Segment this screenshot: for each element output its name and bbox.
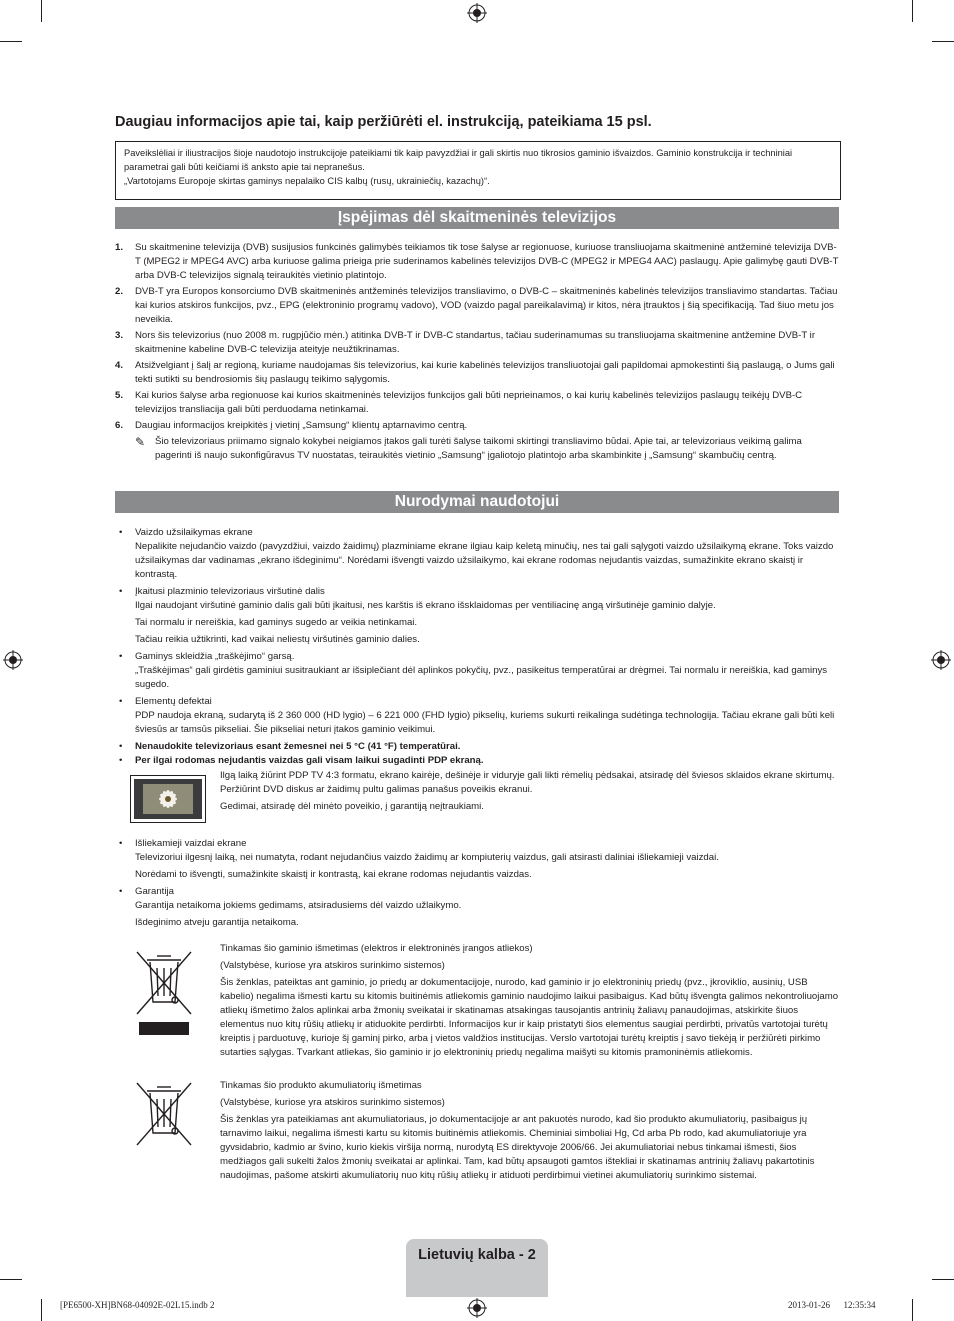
- bullet-text: PDP naudoja ekraną, sudarytą iš 2 360 000 (HD lygio) – 6 221 000 (FHD lygio) pikselių, kuriems sukurti reikalinga sudėtinga technologija. Tačiau ekrane gali būti keli šviesūs ar tamsūs pikseliai. Šie pikseliai neturi įtakos gaminio veikimui.: [135, 710, 835, 735]
- crop-mark: [932, 41, 954, 42]
- item-text: Kai kurios šalyse arba regionuose kai kurios skaitmeninės televizijos funkcijos gali būti neprieinamos, o kai kurių kabelinės televizijos paslaugų teikėjų DVB-C televizijos transliacija gali būti perduodama netinkamai.: [135, 390, 803, 415]
- bullet-title: Vaizdo užsilaikymas ekrane: [135, 527, 253, 538]
- registration-mark-icon: [3, 650, 23, 670]
- item-text: Daugiau informacijos kreipkitės į vietinį „Samsung“ klientų aptarnavimo centrą.: [135, 420, 468, 431]
- battery-text: Šis ženklas yra pateikiamas ant akumuliatoriaus, jo dokumentacijoje ar ant pakuotės nurodo, kad šio produkto akumuliatorių, pasibaigus jų tarnavimo laikui, negalima išmesti kartu su kitomis buitinėmis atliekomis. Cheminiai simboliai Hg, Cd arba Pb rodo, kad akumuliatoriuje yra gyvsidabrio, kadmio ar švino, kurio kiekis viršija normą, nurodytą ES direktyvoje 2006/66. Jei akumuliatoriai nebus tinkamai išmesti, šios medžiagos gali sukelti žalos žmonių sveikatai ar aplinkai. Tam, kad būtų apsaugoti gamtos ištekliai ir skatinamas antrinių žaliavų pakartotinis naudojimas, pašome atskirti akumuliatorių nuo kitų rūšių atliekų ir atiduoti perdirbimui vietinei akumuliatorių surinkimo sistemai.: [220, 1114, 815, 1181]
- bullet-title: Išliekamieji vaizdai ekrane: [135, 838, 247, 849]
- bullet-title: Įkaitusi plazminio televizoriaus viršutinė dalis: [135, 586, 325, 597]
- list-item: [115, 359, 839, 387]
- bullet-text: Ilgai naudojant viršutinė gaminio dalis gali būti įkaitusi, nes karštis iš ekrano išsklaidomas per ventiliacinę angą viršutinėje gaminio dalyje.: [135, 600, 716, 611]
- section-title-digital-tv: Įspėjimas dėl skaitmeninės televizijos: [115, 207, 839, 229]
- pdp-paragraph: Gedimai, atsiradę dėl minėto poveikio, į garantiją neįtraukiami.: [220, 801, 484, 812]
- notice-line: „Vartotojams Europoje skirtas gaminys nepalaiko CIS kalbų (rusų, ukrainiečių, kazachų)“.: [124, 176, 490, 186]
- user-guide-list: [115, 526, 839, 768]
- crossed-out-bin-icon: [133, 944, 195, 1036]
- registration-mark-icon: [931, 650, 951, 670]
- notice-line: Paveikslėliai ir iliustracijos šioje naudotojo instrukcijoje pateikiami tik kaip pavyzdžiai ir gali skirtis nuo tikrosios gaminio išvaizdos. Gaminio konstrukcija ir techniniai parametrai gali būti keičiami iš anksto apie tai nepranešus.: [124, 148, 793, 172]
- flower-image-icon: [143, 784, 193, 814]
- digital-tv-list: [115, 241, 839, 463]
- item-text: Su skaitmenine televizija (DVB) susijusios funkcinės galimybės teikiamos tik tose šalyse ar regionuose, kuriuose transliuojama skaitmeninė antžeminė televizija DVB-T (MPEG2 ir MPEG4 AVC) arba kuriuose galima prieiga prie suderinamos kabelinės televizijos DVB-C (MPEG2 ir MPEG4 AAC) paslaugų. Apie galimybę gauti DVB-T arba DVB-C televizijos signalą teiraukitės vietinio platintojo.: [135, 242, 839, 281]
- tv-screen-thumbnail: [130, 775, 206, 823]
- file-info: [PE6500-XH]BN68-04092E-02L15.indb 2: [60, 1300, 215, 1310]
- note: [115, 435, 839, 463]
- list-item: • Išliekamieji vaizdai ekrane Televizoriui ilgesnį laiką, nei numatyta, rodant nejudančius vaizdo žaidimų ar kompiuterių vaizdus, gali atsirasti daliniai išliekamieji vaizdai. Norėdami to išvengti, sumažinkite skaistį ir kontrastą, kai ekrane rodomas nejudantis vaizdas.: [115, 837, 839, 882]
- item-number: 2.: [115, 286, 124, 297]
- bullet-title: Elementų defektai: [135, 696, 212, 707]
- page-label: Lietuvių kalba - 2: [418, 1247, 536, 1263]
- crossed-out-bin-icon: [133, 1079, 195, 1149]
- bullet-text: Norėdami to išvengti, sumažinkite skaistį ir kontrastą, kai ekrane rodomas nejudantis vaizdas.: [135, 869, 532, 880]
- user-guide-list-2: [115, 837, 839, 930]
- registration-mark-icon: [467, 1298, 487, 1318]
- bullet-text: Garantija netaikoma jokiems gedimams, atsiradusiems dėl vaizdo užlaikymo.: [135, 900, 462, 911]
- list-item: [115, 241, 839, 283]
- crop-mark: [0, 1279, 22, 1280]
- bullet-text: „Traškėjimas“ gali girdėtis gaminiui susitraukiant ar išsiplečiant dėl aplinkos pokyčių, pvz., pasikeitus temperatūrai ar drėgmei. Tai normalu ir nereiškia, kad gaminys sugedo.: [135, 665, 828, 690]
- list-item: • Gaminys skleidžia „traškėjimo“ garsą. „Traškėjimas“ gali girdėtis gaminiui susitraukiant ar išsiplečiant dėl aplinkos pokyčių, pvz., pasikeitus temperatūrai ar drėgmei. Tai normalu ir nereiškia, kad gaminys sugedo.: [115, 650, 839, 692]
- pdp-text: [220, 769, 839, 814]
- weee-block: [220, 942, 839, 1060]
- crop-mark: [912, 1299, 913, 1321]
- crop-mark: [932, 1279, 954, 1280]
- bullet-text: Tačiau reikia užtikrinti, kad vaikai neliestų viršutinės gaminio dalies.: [135, 634, 420, 645]
- list-item: [115, 329, 839, 357]
- battery-subtitle: (Valstybėse, kuriose yra atskiros surinkimo sistemos): [220, 1097, 445, 1108]
- notice-box: [115, 141, 841, 200]
- crop-mark: [912, 0, 913, 22]
- note-text: Šio televizoriaus priimamo signalo kokybei neigiamos įtakos gali turėti šalyse taikomi skirtingi transliavimo būdai. Apie tai, ar televizoriaus veikimą galima pagerinti iš naujo sukonfigūravus TV nuostatas, teiraukitės vietinio „Samsung“ įgaliotojo platintojo arba skambinkite į „Samsung“ skambučių centrą.: [155, 436, 802, 461]
- list-item: [115, 389, 839, 417]
- bullet-text: Televizoriui ilgesnį laiką, nei numatyta, rodant nejudančius vaizdo žaidimų ar kompiuterių vaizdus, gali atsirasti daliniai išliekamieji vaizdai.: [135, 852, 719, 863]
- item-text: DVB-T yra Europos konsorciumo DVB skaitmeninės antžeminės televizijos transliavimo, o DVB-C – skaitmeninės kabelinės televizijos transliavimo standartas. Tačiau kai kurios atskiros funkcijos, pvz., EPG (elektroninio programų vadovo), VOD (vaizdo pagal pareikalavimą) ir kitos, nėra įtrauktos į šią specifikaciją. Tad šiuo metu jos neveikia.: [135, 286, 838, 325]
- item-number: 5.: [115, 390, 124, 401]
- crop-mark: [41, 1299, 42, 1321]
- item-number: 1.: [115, 242, 124, 253]
- list-item: • Garantija Garantija netaikoma jokiems gedimams, atsiradusiems dėl vaizdo užlaikymo. Išdeginimo atveju garantija netaikoma.: [115, 885, 839, 930]
- list-item: [115, 419, 839, 433]
- item-text: Atsižvelgiant į šalį ar regioną, kuriame naudojamas šis televizorius, kai kurie kabelinės televizijos transliuotojai gali papildomai apmokestinti šią paslaugą, o Jums gali tekti sutikti su bendrosiomis šių paslaugų teikimo sąlygomis.: [135, 360, 835, 385]
- item-number: 6.: [115, 420, 124, 431]
- page-heading: Daugiau informacijos apie tai, kaip peržiūrėti el. instrukciją, pateikiama 15 psl.: [115, 114, 652, 130]
- list-item: • Per ilgai rodomas nejudantis vaizdas gali visam laikui sugadinti PDP ekraną.: [115, 754, 839, 768]
- list-item: • Elementų defektai PDP naudoja ekraną, sudarytą iš 2 360 000 (HD lygio) – 6 221 000 (FHD lygio) pikselių, kuriems sukurti reikalinga sudėtinga technologija. Tačiau ekrane gali būti keli šviesūs ar tamsūs pikseliai. Šie pikseliai neturi įtakos gaminio veikimui.: [115, 695, 839, 737]
- crop-mark: [41, 0, 42, 22]
- weee-subtitle: (Valstybėse, kuriose yra atskiros surinkimo sistemos): [220, 960, 445, 971]
- registration-mark-icon: [467, 3, 487, 23]
- bullet-title: Per ilgai rodomas nejudantis vaizdas gali visam laikui sugadinti PDP ekraną.: [135, 755, 484, 766]
- battery-title: Tinkamas šio produkto akumuliatorių išmetimas: [220, 1080, 422, 1091]
- bullet-text: Išdeginimo atveju garantija netaikoma.: [135, 917, 299, 928]
- bullet-title: Nenaudokite televizoriaus esant žemesnei nei 5 °C (41 °F) temperatūrai.: [135, 741, 461, 752]
- pencil-note-icon: ✎: [135, 435, 146, 449]
- weee-title: Tinkamas šio gaminio išmetimas (elektros ir elektroninės įrangos atliekos): [220, 943, 533, 954]
- bullet-text: Tai normalu ir nereiškia, kad gaminys sugedo ar veikia netinkamai.: [135, 617, 418, 628]
- list-item: [115, 285, 839, 327]
- bullet-title: Garantija: [135, 886, 174, 897]
- section-title-user-guide: Nurodymai naudotojui: [115, 491, 839, 513]
- bullet-title: Gaminys skleidžia „traškėjimo“ garsą.: [135, 651, 295, 662]
- pdp-paragraph: Ilgą laiką žiūrint PDP TV 4:3 formatu, ekrano kairėje, dešinėje ir viduryje gali likti rėmelių pėdsakai, atsiradę dėl šviesos sklaidos ekrane skirtumų. Peržiūrint DVD diskus ar žaidimų pultu galimas panašus poveikis ekranui.: [220, 770, 835, 795]
- item-text: Nors šis televizorius (nuo 2008 m. rugpjūčio mėn.) atitinka DVB-T ir DVB-C standartus, tačiau suderinamumas su transliuojama skaitmenine antžemine DVB-T ir skaitmenine kabeline DVB-C televizija ateityje neužtikrinamas.: [135, 330, 816, 355]
- list-item: • Vaizdo užsilaikymas ekrane Nepalikite nejudančio vaizdo (pavyzdžiui, vaizdo žaidimų) plazminiame ekrane ilgiau kaip keletą minučių, nes tai gali sąlygoti vaizdo užsilaikymą ekrane. Toks vaizdo užsilaikymas dar vadinamas „ekrano išdeginimu“. Norėdami išvengti vaizdo užsilaikymo, kai ekrane rodomas nejudantis vaizdas, sumažinkite ekrano skaistį ir kontrastą.: [115, 526, 839, 582]
- weee-text: Šis ženklas, pateiktas ant gaminio, jo priedų ar dokumentacijoje, nurodo, kad gaminio ir jo elektroninių priedų (pvz., įkroviklio, ausinių, USB kabelio) negalima išmesti kartu su kitomis buitinėmis atliekomis gaminio naudojimo laikui pasibaigus. Kad būtų išvengta galimos nekontroliuojamo atliekų išmetimo žalos aplinkai arba žmonių sveikatai ir skatinamas atsakingas tausojantis antrinių žaliavų panaudojimas, atskirkite šiuos elementus nuo kitų rūšių atliekų ir atiduokite perdirbti. Informacijos kur ir kaip pristatyti šios elementus saugiai perdirbti, privatūs vartotojai turėtų kreiptis į parduotuvę, kurioje šį gaminį pirko, arba į vietos valdžios institucijas. Verslo vartotojai turėtų kreiptis į savo tiekėją ir peržiūrėti pirkimo sutarties sąlygas. Tvarkant atliekas, šio gaminio ir jo elektroninių priedų negalima maišyti su kitomis pramoninėmis atliekomis.: [220, 977, 839, 1058]
- list-item: • Nenaudokite televizoriaus esant žemesnei nei 5 °C (41 °F) temperatūrai.: [115, 740, 839, 754]
- print-date: 2013-01-26 12:35:34: [788, 1300, 876, 1310]
- list-item: • Įkaitusi plazminio televizoriaus viršutinė dalis Ilgai naudojant viršutinė gaminio dalis gali būti įkaitusi, nes karštis iš ekrano išsklaidomas per ventiliacinę angą viršutinėje gaminio dalyje. Tai normalu ir nereiškia, kad gaminys sugedo ar veikia netinkamai. Tačiau reikia užtikrinti, kad vaikai neliestų viršutinės gaminio dalies.: [115, 585, 839, 647]
- item-number: 4.: [115, 360, 124, 371]
- crop-mark: [0, 41, 22, 42]
- battery-block: [220, 1079, 839, 1183]
- bullet-text: Nepalikite nejudančio vaizdo (pavyzdžiui, vaizdo žaidimų) plazminiame ekrane ilgiau kaip keletą minučių, nes tai gali sąlygoti vaizdo užsilaikymą ekrane. Toks vaizdo užsilaikymas dar vadinamas „ekrano išdeginimu“. Norėdami išvengti vaizdo užsilaikymo, kai ekrane rodomas nejudantis vaizdas, sumažinkite ekrano skaistį ir kontrastą.: [135, 541, 834, 580]
- item-number: 3.: [115, 330, 124, 341]
